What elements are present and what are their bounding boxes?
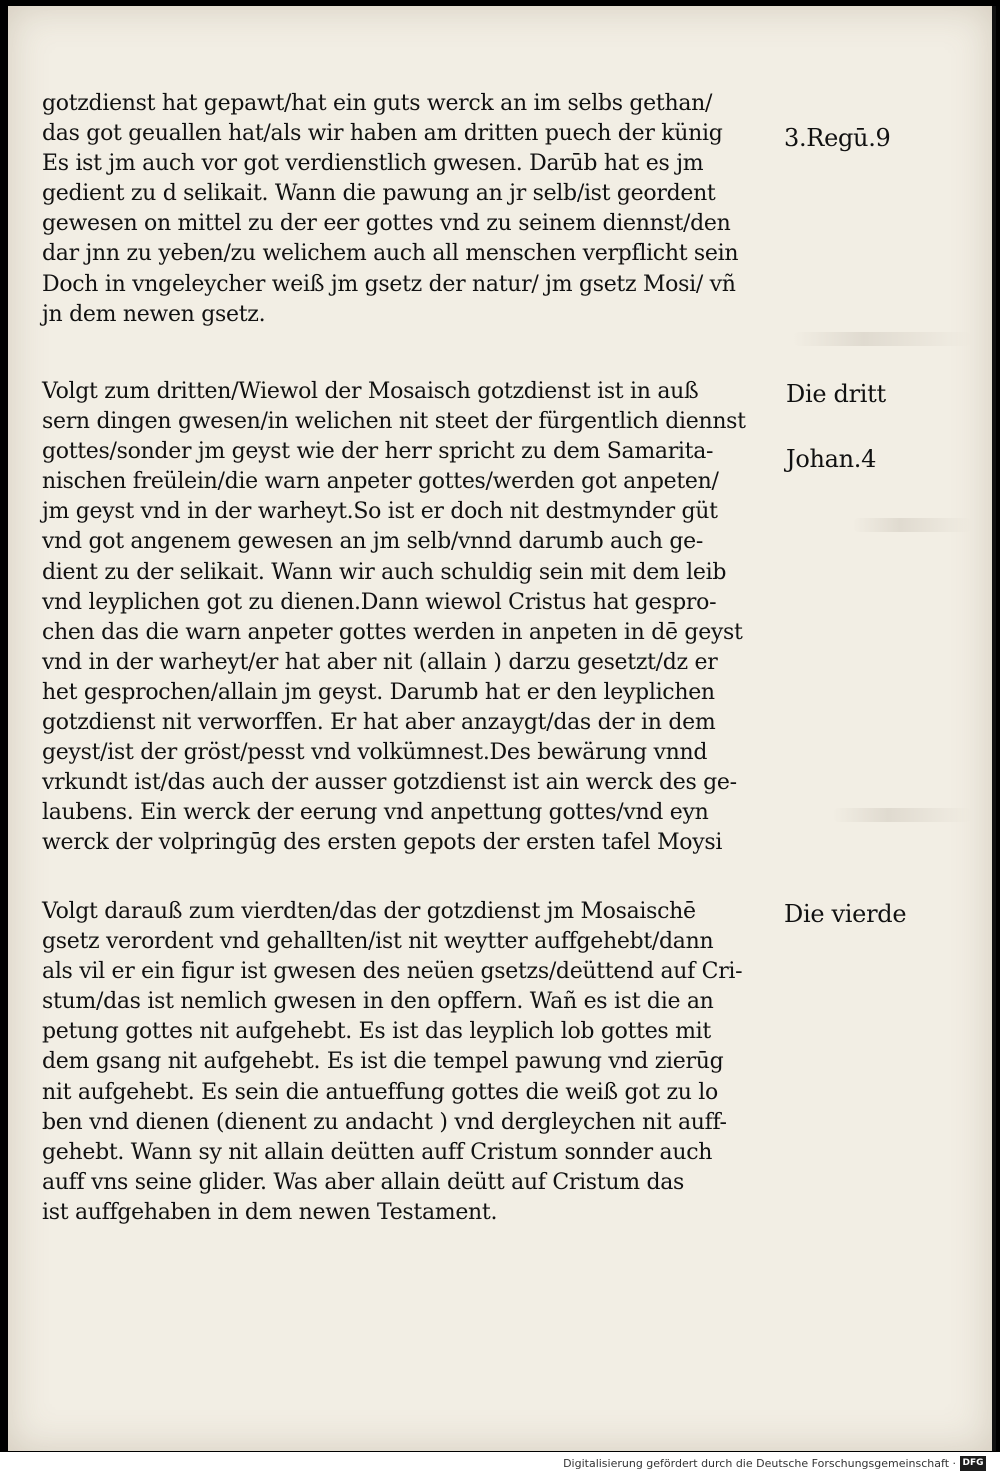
text-line: het gesprochen/allain jm geyst. Darumb hat er den leyplichen [42,679,715,705]
text-line: laubens. Ein werck der eerung vnd anpettung gottes/vnd eyn [42,800,709,826]
text-line: nischen freülein/die warn anpeter gottes/werden got anpeten/ [42,469,719,495]
text-line: gottes/sonder jm geyst wie der herr spricht zu dem Samarita- [42,439,714,465]
margin-note-die-vierde: Die vierde [784,900,907,928]
margin-note-die-dritt: Die dritt [786,380,886,408]
paragraph-1 [42,89,777,330]
text-line: Es ist jm auch vor got verdienstlich gwesen. Darūb hat es jm [42,151,704,177]
dfg-logo: DFG [960,1456,986,1471]
text-line: gsetz verordent vnd gehallten/ist nit weytter auffgehebt/dann [42,929,714,955]
text-line: nit aufgehebt. Es sein die antueffung gottes die weiß got zu lo [42,1079,718,1105]
text-line: dient zu der selikait. Wann wir auch schuldig sein mit dem leib [42,559,727,585]
text-line: stum/das ist nemlich gwesen in den opffern. Wañ es ist die an [42,989,714,1015]
text-line: sern dingen gwesen/in welichen nit steet der fürgentlich diennst [42,409,746,435]
text-line: ben vnd dienen (dienent zu andacht ) vnd dergleychen nit auff- [42,1109,727,1135]
text-line: jn dem newen gsetz. [42,301,266,327]
text-line: ist auffgehaben in dem newen Testament. [42,1199,498,1225]
text-line: geyst/ist der gröst/pesst vnd volkümnest.Des bewärung vnnd [42,740,708,766]
text-line: Volgt darauß zum vierdten/das der gotzdienst jm Mosaischē [42,899,696,924]
text-line: chen das die warn anpeter gottes werden in anpeten in dē geyst [42,619,743,645]
show-through-mark [852,518,972,532]
text-line: als vil er ein figur ist gwesen des neüen gsetzs/deüttend auf Cri- [42,959,743,985]
margin-note-reg: 3.Regū.9 [784,124,891,152]
text-line: Doch in vngeleycher weiß jm gsetz der natur/ jm gsetz Mosi/ vñ [42,271,736,297]
paragraph-2 [42,377,777,859]
text-line: vnd got angenem gewesen an jm selb/vnnd darumb auch ge- [42,529,703,555]
text-line: das got geuallen hat/als wir haben am dritten puech der künig [42,121,723,147]
margin-note-johan: Johan.4 [786,445,877,473]
text-line: vnd leyplichen got zu dienen.Dann wiewol Cristus hat gespro- [42,589,717,615]
text-line: jm geyst vnd in der warheyt.So ist er doch nit destmynder güt [42,499,718,525]
text-line: gotzdienst hat gepawt/hat ein guts werck an im selbs gethan/ [42,91,713,116]
text-line: werck der volpringūg des ersten gepots der ersten tafel Moysi [42,830,723,856]
text-line: gewesen on mittel zu der eer gottes vnd zu seinem diennst/den [42,211,731,237]
paragraph-3 [42,897,777,1228]
footer-bar [0,1452,1000,1477]
text-line: vrkundt ist/das auch der ausser gotzdienst ist ain werck des ge- [42,770,737,796]
text-line: Volgt zum dritten/Wiewol der Mosaisch gotzdienst ist in auß [42,379,699,404]
text-line: gehebt. Wann sy nit allain deütten auff Cristum sonnder auch [42,1139,713,1165]
text-line: petung gottes nit aufgehebt. Es ist das leyplich lob gottes mit [42,1019,711,1045]
text-line: dar jnn zu yeben/zu welichem auch all menschen verpflicht sein [42,241,739,267]
text-line: gedient zu d selikait. Wann die pawung an jr selb/ist geordent [42,181,716,207]
text-line: dem gsang nit aufgehebt. Es ist die tempel pawung vnd zierūg [42,1049,724,1075]
text-line: auff vns seine glider. Was aber allain deütt auf Cristum das [42,1169,685,1195]
text-line: gotzdienst nit verworffen. Er hat aber anzaygt/das der in dem [42,710,716,736]
show-through-mark [832,808,972,822]
funding-notice: Digitalisierung gefördert durch die Deutsche Forschungsgemeinschaft · [563,1457,956,1470]
text-line: vnd in der warheyt/er hat aber nit (allain ) darzu gesetzt/dz er [42,649,718,675]
show-through-mark [792,332,972,346]
